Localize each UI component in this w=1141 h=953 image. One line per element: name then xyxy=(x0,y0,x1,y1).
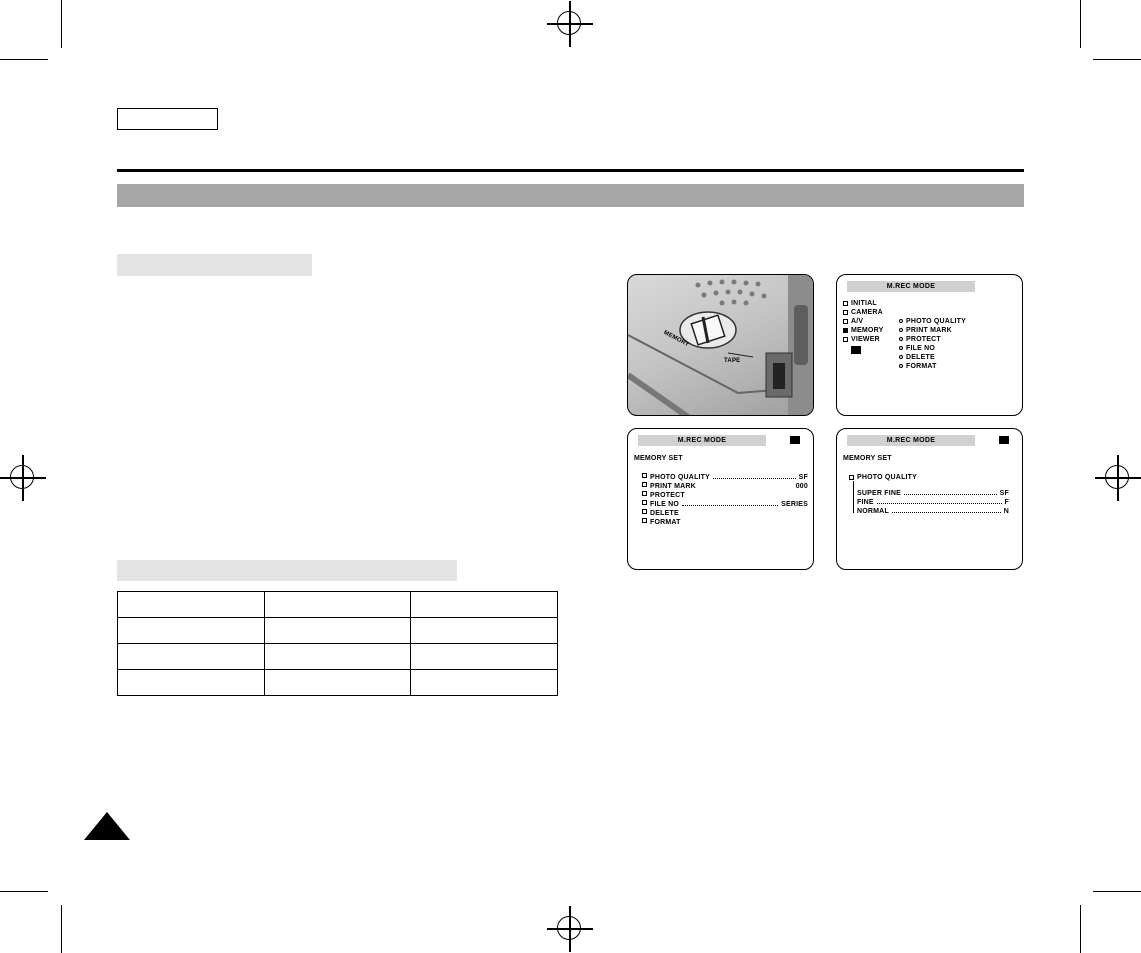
crop-mark xyxy=(1093,891,1141,892)
list-item: PRINT MARK 000 xyxy=(642,482,808,491)
osd-right-menu xyxy=(899,317,966,371)
osd-memory-badge xyxy=(790,436,800,444)
crop-mark xyxy=(61,905,62,953)
crop-mark xyxy=(61,0,62,48)
osd-panel-memory-set xyxy=(627,428,814,570)
osd-title: M.REC MODE xyxy=(847,435,975,446)
crop-mark xyxy=(1080,0,1081,48)
registration-mark-left xyxy=(0,455,46,501)
crop-mark xyxy=(1093,59,1141,60)
subsection-bar-1 xyxy=(117,254,312,276)
menu-item-protect: PROTECT xyxy=(899,335,966,344)
menu-item-camera: CAMERA xyxy=(843,308,883,317)
menu-item-initial: INITIAL xyxy=(843,299,883,308)
language-box xyxy=(117,108,218,130)
osd-panel-menu xyxy=(836,274,1023,416)
table-row xyxy=(118,592,558,618)
menu-item-print-mark: PRINT MARK xyxy=(899,326,966,335)
list-item: PROTECT xyxy=(642,491,808,500)
header-rule xyxy=(117,169,1024,172)
osd-subheading: PHOTO QUALITY xyxy=(849,473,917,482)
menu-item-photo-quality: PHOTO QUALITY xyxy=(899,317,966,326)
osd-title: M.REC MODE xyxy=(847,281,975,292)
menu-item-file-no: FILE NO xyxy=(899,344,966,353)
switch-label-memory: MEMORY xyxy=(662,329,690,349)
menu-item-memory: MEMORY xyxy=(843,326,883,335)
crop-mark xyxy=(0,59,48,60)
registration-mark-right xyxy=(1095,455,1141,501)
menu-item-viewer: VIEWER xyxy=(843,335,883,344)
list-item: DELETE xyxy=(642,509,808,518)
settings-table xyxy=(117,591,558,696)
list-item: PHOTO QUALITY SF xyxy=(642,473,808,482)
camera-photo xyxy=(627,274,814,416)
osd-memory-badge xyxy=(999,436,1009,444)
osd-rows xyxy=(642,473,808,527)
osd-rows xyxy=(857,489,1009,516)
registration-mark-bottom xyxy=(547,906,593,952)
section-title-bar xyxy=(117,184,1024,207)
list-item: FINE F xyxy=(857,499,1009,506)
osd-left-menu xyxy=(843,299,883,344)
table-row xyxy=(118,618,558,644)
camera-illustration xyxy=(628,275,814,416)
subsection-bar-2 xyxy=(117,560,457,581)
menu-item-delete: DELETE xyxy=(899,353,966,362)
osd-heading: MEMORY SET xyxy=(843,455,892,462)
table-row xyxy=(118,670,558,696)
switch-label-tape: TAPE xyxy=(724,358,741,364)
osd-memory-badge xyxy=(851,346,861,354)
registration-mark-top xyxy=(547,1,593,47)
osd-bracket xyxy=(853,481,854,513)
menu-item-av: A/V xyxy=(843,317,883,326)
crop-mark xyxy=(1080,905,1081,953)
page-number-marker xyxy=(84,812,130,840)
osd-title: M.REC MODE xyxy=(638,435,766,446)
list-item: NORMAL N xyxy=(857,508,1009,515)
crop-mark xyxy=(0,891,48,892)
menu-item-format: FORMAT xyxy=(899,362,966,371)
list-item: SUPER FINE SF xyxy=(857,490,1009,497)
list-item: FILE NO SERIES xyxy=(642,500,808,509)
osd-heading: MEMORY SET xyxy=(634,455,683,462)
list-item: FORMAT xyxy=(642,518,808,527)
table-row xyxy=(118,644,558,670)
osd-panel-photo-quality xyxy=(836,428,1023,570)
